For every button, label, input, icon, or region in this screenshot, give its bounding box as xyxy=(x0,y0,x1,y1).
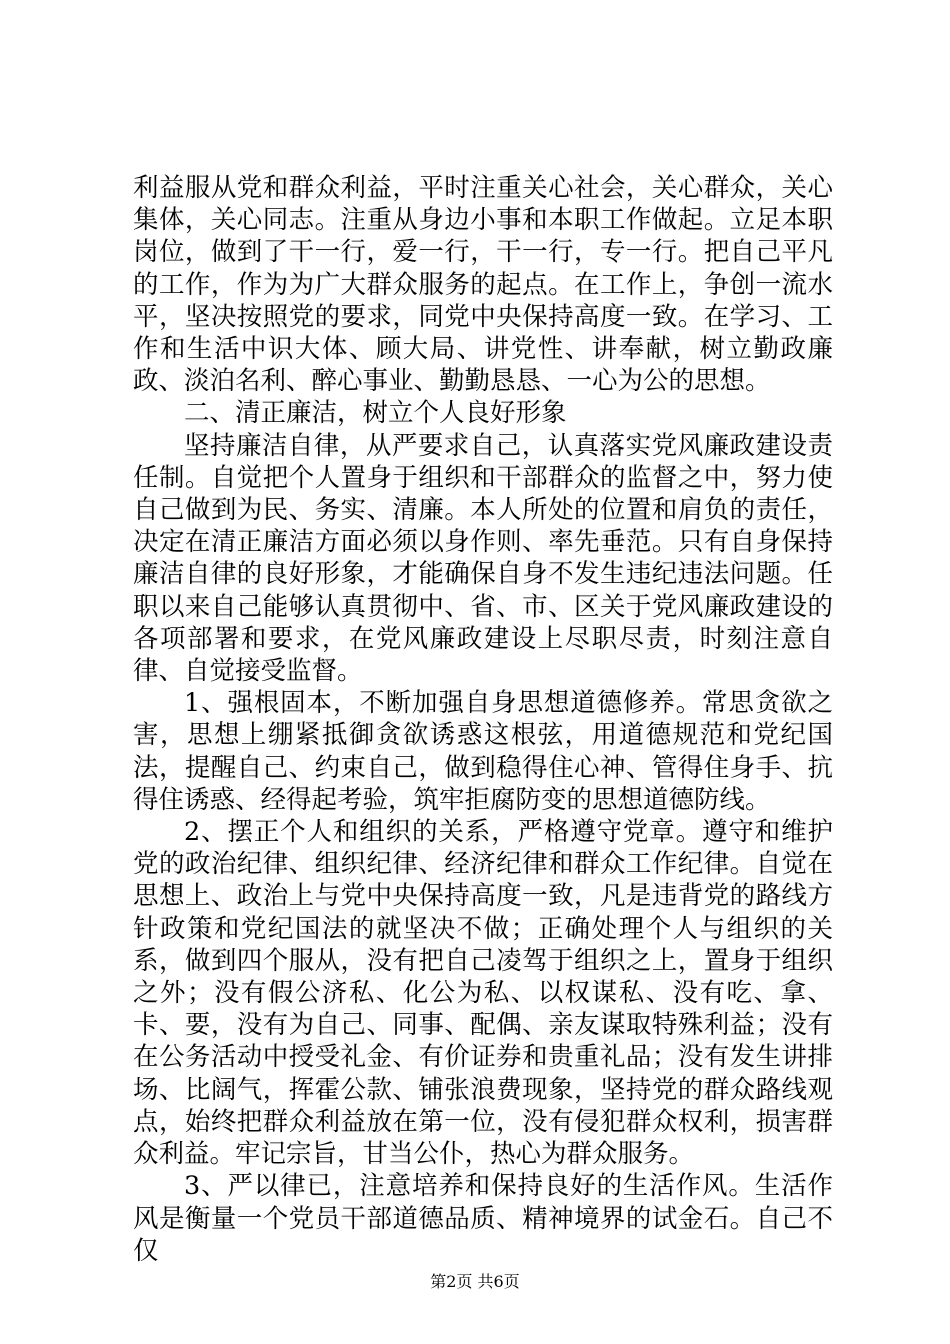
paragraph-continuation: 利益服从党和群众利益，平时注重关心社会，关心群众，关心集体，关心同志。注重从身边小事和本职工作做起。立足本职岗位，做到了干一行，爱一行，干一行，专一行。把自己平凡的工作，作为为广大群众服务的起点。在工作上，争创一流水平，坚决按照党的要求，同党中央保持高度一致。在学习、工作和生活中识大体、顾大局、讲党性、讲奉献，树立勤政廉政、淡泊名利、醉心事业、勤勤恳恳、一心为公的思想。 xyxy=(133,173,833,397)
page-number-footer: 第2页 共6页 xyxy=(430,1272,520,1291)
section-heading-2: 二、清正廉洁，树立个人良好形象 xyxy=(184,398,567,429)
paragraph-item-3: 3、严以律已，注意培养和保持良好的生活作风。生活作风是衡量一个党员干部道德品质、精神境界的试金石。自己不仅 xyxy=(133,1171,833,1266)
paragraph-item-2: 2、摆正个人和组织的关系，严格遵守党章。遵守和维护党的政治纪律、组织纪律、经济纪律和群众工作纪律。自觉在思想上、政治上与党中央保持高度一致，凡是违背党的路线方针政策和党纪国法的就坚决不做；正确处理个人与组织的关系，做到四个服从，没有把自己凌驾于组织之上，置身于组织之外；没有假公济私、化公为私、以权谋私、没有吃、拿、卡、要，没有为自己、同事、配偶、亲友谋取特殊利益；没有在公务活动中授受礼金、有价证券和贵重礼品；没有发生讲排场、比阔气，挥霍公款、铺张浪费现象，坚持党的群众路线观点，始终把群众利益放在第一位，没有侵犯群众权利，损害群众利益。牢记宗旨，甘当公仆，热心为群众服务。 xyxy=(133,817,833,1170)
paragraph-item-1: 1、强根固本，不断加强自身思想道德修养。常思贪欲之害，思想上绷紧抵御贪欲诱惑这根弦，用道德规范和党纪国法，提醒自己、约束自己，做到稳得住心神、管得住身手、抗得住诱惑、经得起考验，筑牢拒腐防变的思想道德防线。 xyxy=(133,688,833,815)
document-body xyxy=(133,172,833,1267)
paragraph-integrity: 坚持廉洁自律，从严要求自己，认真落实党风廉政建设责任制。自觉把个人置身于组织和干部群众的监督之中，努力使自己做到为民、务实、清廉。本人所处的位置和肩负的责任，决定在清正廉洁方面必须以身作则、率先垂范。只有自身保持廉洁自律的良好形象，才能确保自身不发生违纪违法问题。任职以来自己能够认真贯彻中、省、市、区关于党风廉政建设的各项部署和要求，在党风廉政建设上尽职尽责，时刻注意自律、自觉接受监督。 xyxy=(133,430,833,687)
